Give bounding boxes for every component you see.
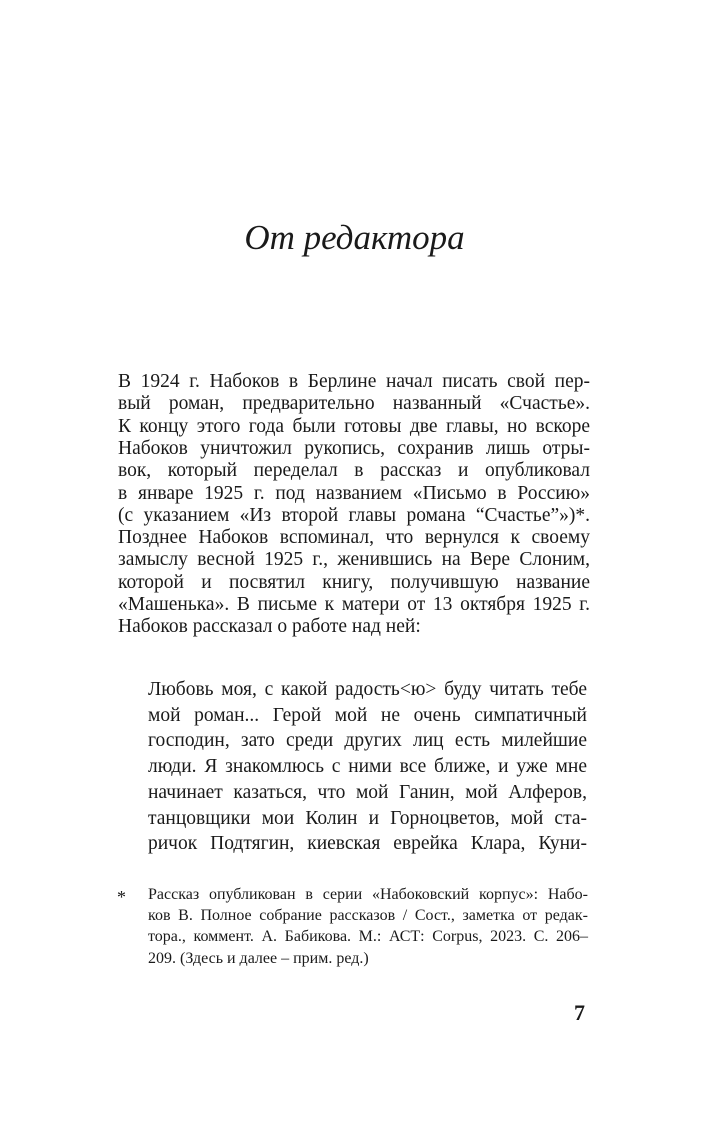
- text-line: начинает казаться, что мой Ганин, мой Алферов,: [148, 781, 587, 803]
- text-line: 209. (Здесь и далее – прим. ред.): [148, 949, 369, 967]
- text-line: которой и посвятил книгу, получившую название: [118, 571, 590, 593]
- text-line: К концу этого года были готовы две главы, но вскоре: [118, 415, 590, 437]
- text-line: В 1924 г. Набоков в Берлине начал писать свой пер-: [118, 371, 590, 392]
- text-line: Рассказ опубликован в серии «Набоковский корпус»: Набо-: [148, 886, 588, 903]
- text-line: тора., коммент. А. Бабикова. М.: АСТ: Corpus, 2023. С. 206–: [148, 928, 588, 946]
- text-line: в январе 1925 г. под названием «Письмо в Россию»: [118, 482, 590, 504]
- text-line: ков В. Полное собрание рассказов / Сост., заметка от редак-: [148, 907, 588, 925]
- text-line: Набоков уничтожил рукопись, сохранив лишь отры-: [118, 437, 590, 459]
- text-line: Набоков рассказал о работе над ней:: [118, 616, 421, 638]
- text-line: мой роман... Герой мой не очень симпатичный: [148, 704, 587, 726]
- text-line: люди. Я знакомлюсь с ними все ближе, и уже мне: [148, 756, 587, 778]
- text-line: замыслу весной 1925 г., женившись на Вере Слоним,: [118, 549, 590, 571]
- text-line: Любовь моя, с какой радость<ю> буду читать тебе: [148, 679, 587, 700]
- chapter-title: От редактора: [244, 218, 465, 257]
- footnote-marker: *: [117, 887, 126, 907]
- text-line: вок, который переделал в рассказ и опубликовал: [118, 460, 590, 482]
- text-line: ричок Подтягин, киевская еврейка Клара, Куни-: [148, 833, 587, 855]
- text-line: господин, зато среди других лиц есть милейшие: [148, 730, 587, 752]
- text-line: (с указанием «Из второй главы романа “Счастье”»)*.: [118, 504, 590, 526]
- text-line: вый роман, предварительно названный «Счастье».: [118, 393, 590, 415]
- text-line: Позднее Набоков вспоминал, что вернулся к своему: [118, 527, 590, 549]
- text-line: танцовщики мои Колин и Горноцветов, мой ста-: [148, 807, 587, 829]
- text-line: «Машенька». В письме к матери от 13 октября 1925 г.: [118, 594, 590, 615]
- page-number: 7: [574, 1000, 585, 1025]
